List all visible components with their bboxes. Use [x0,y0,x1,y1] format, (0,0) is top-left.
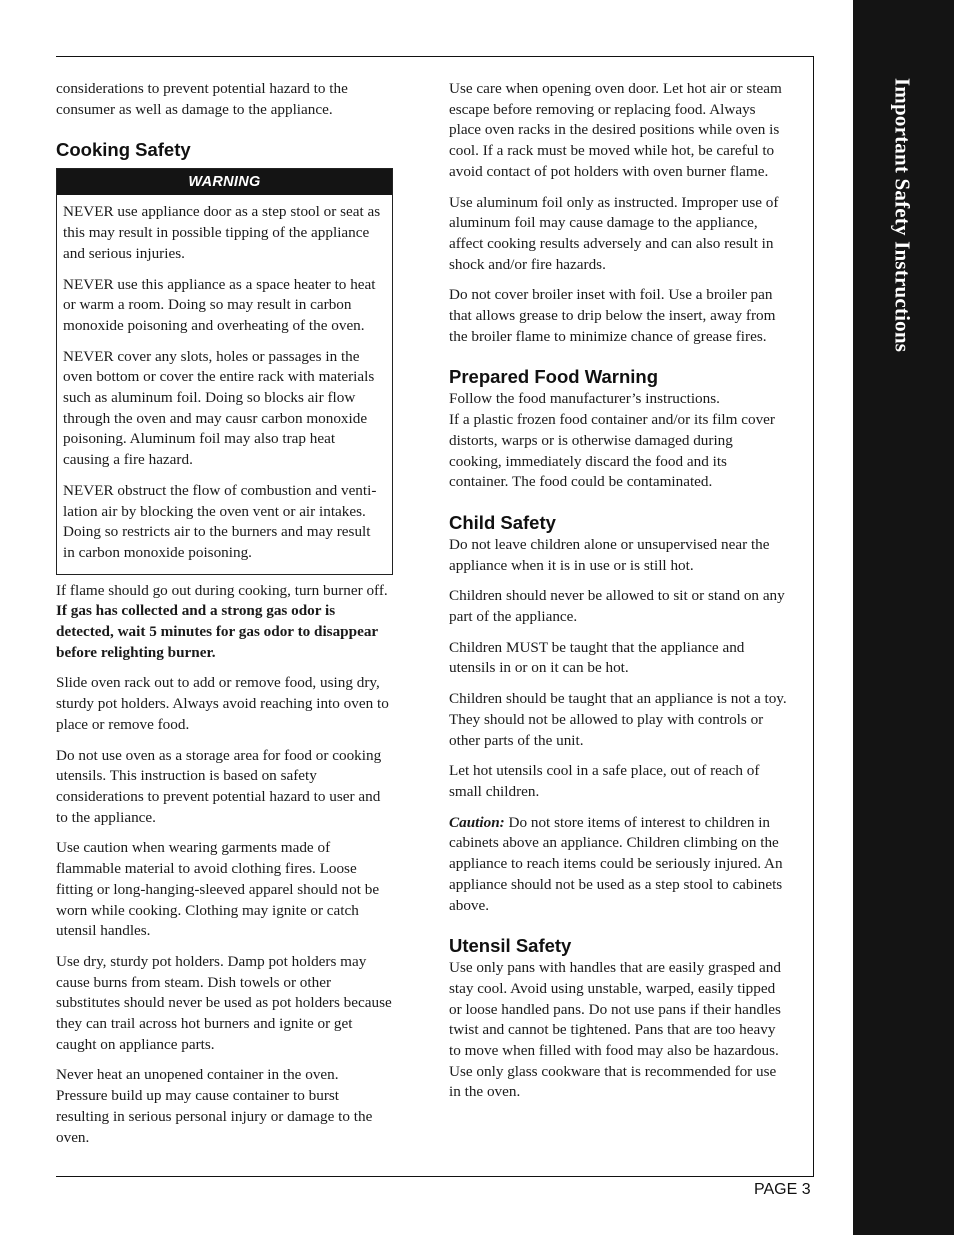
cooking-safety-heading: Cooking Safety [56,139,191,161]
child-paragraph: Children should be taught that an appliance is not a toy. They should not be allowed to play with controls or other parts of the unit. [449,690,787,749]
warning-body [57,195,392,563]
warning-label: WARNING [57,169,392,195]
flame-bold-text: If gas has collected and a strong gas odor is detected, wait 5 minutes for gas odor to disappear before relighting burner. [56,602,378,661]
paragraph: Use aluminum foil only as instructed. Improper use of aluminum foil may cause damage to the appliance, affect cooking results adversely and can also result in shock and/or fire hazards. [449,193,779,273]
top-rule [56,56,814,57]
utensil-paragraph: Use only pans with handles that are easily grasped and stay cool. Avoid using unstable, warped, easily tipped or loose handled pans. Do not use pans if their handles twist and cannot be tightened. Pans that are too heavy to move when filled with food may also be hazardous. Use only glass cookware that is recommended for use in the oven. [449,959,781,1101]
prepared-line-1: Follow the food manufacturer’s instructions. [449,390,720,408]
prepared-line-2: If a plastic frozen food container and/or its film cover distorts, warps or is otherwise damaged during cooking, immediately discard the food and its container. The food could be contaminated. [449,411,775,491]
paragraph: Do not cover broiler inset with foil. Use a broiler pan that allows grease to drip below the insert, away from the broiler flame to minimize chance of grease fires. [449,286,776,345]
left-column [56,79,393,1158]
child-paragraph: Do not leave children alone or unsupervised near the appliance when it is in use or is still hot. [449,535,770,574]
prepared-food-paragraph [449,389,789,493]
child-paragraph: Children MUST be taught that the appliance and utensils in or on it can be hot. [449,638,745,677]
warning-item: NEVER use appliance door as a step stool or seat as this may result in possible tipping of the appliance and serious injuries. [63,203,381,262]
flame-paragraph [56,581,393,664]
flame-text: If flame should go out during cooking, turn burner off. [56,581,388,599]
paragraph: Use care when opening oven door. Let hot air or steam escape before removing or replacing food. Always place oven racks in the desired positions while oven is cool. If a rack must be moved while hot, be careful to avoid contact of pot holders with oven burner flame. [449,80,782,180]
paragraph: Never heat an unopened container in the oven. Pressure build up may cause container to burst resulting in serious personal injury or damage to the oven. [56,1066,373,1146]
warning-item: NEVER use this appliance as a space heater to heat or warm a room. Doing so may result in carbon monoxide poisoning and overheating of the oven. [63,275,376,334]
paragraph: Slide oven rack out to add or remove food, using dry, sturdy pot holders. Always avoid reaching into oven to place or remove food. [56,674,389,733]
utensil-safety-heading: Utensil Safety [449,935,572,957]
child-safety-heading: Child Safety [449,511,556,533]
warning-box [56,168,393,574]
prepared-food-heading: Prepared Food Warning [449,366,658,388]
caution-paragraph [449,813,789,917]
paragraph: Do not use oven as a storage area for food or cooking utensils. This instruction is based on safety considerations to prevent potential hazard to user and to the appliance. [56,746,382,826]
child-paragraph: Children should never be allowed to sit or stand on any part of the appliance. [449,587,785,626]
caution-text: Do not store items of interest to children in cabinets above an appliance. Children climbing on the appliance to reach items could be seriously injured. An appliance should not be used as a step stool to cabinets above. [449,813,783,914]
caution-label: Caution: [449,813,505,831]
page-number: PAGE 3 [754,1181,811,1198]
child-paragraph: Let hot utensils cool in a safe place, out of reach of small children. [449,762,760,800]
right-rule [813,56,814,1177]
paragraph: Use caution when wearing garments made of flammable material to avoid clothing fires. Loose fitting or long-hanging-sleeved apparel should not be worn while cooking. Clothing may ignite or catch utensil handles. [56,839,380,940]
bottom-rule [56,1176,814,1177]
warning-item: NEVER obstruct the flow of combustion and venti-lation air by blocking the oven vent or air intakes. Doing so restricts air to the burners and may result in carbon monoxide poisoning. [63,481,377,561]
intro-paragraph: considerations to prevent potential hazard to the consumer as well as damage to the appliance. [56,80,348,118]
side-title: Important Safety Instructions [890,77,915,353]
paragraph: Use dry, sturdy pot holders. Damp pot holders may cause burns from steam. Dish towels or other substitutes should never be used as pot holders because they can trail across hot burners and ignite or get caught on appliance parts. [56,952,392,1053]
warning-item: NEVER cover any slots, holes or passages in the oven bottom or cover the entire rack with materials such as aluminum foil. Doing so blocks air flow through the oven and may causr carbon monoxide poisoning. Aluminum foil may also trap heat causing a fire hazard. [63,347,375,469]
right-column [449,79,789,1113]
